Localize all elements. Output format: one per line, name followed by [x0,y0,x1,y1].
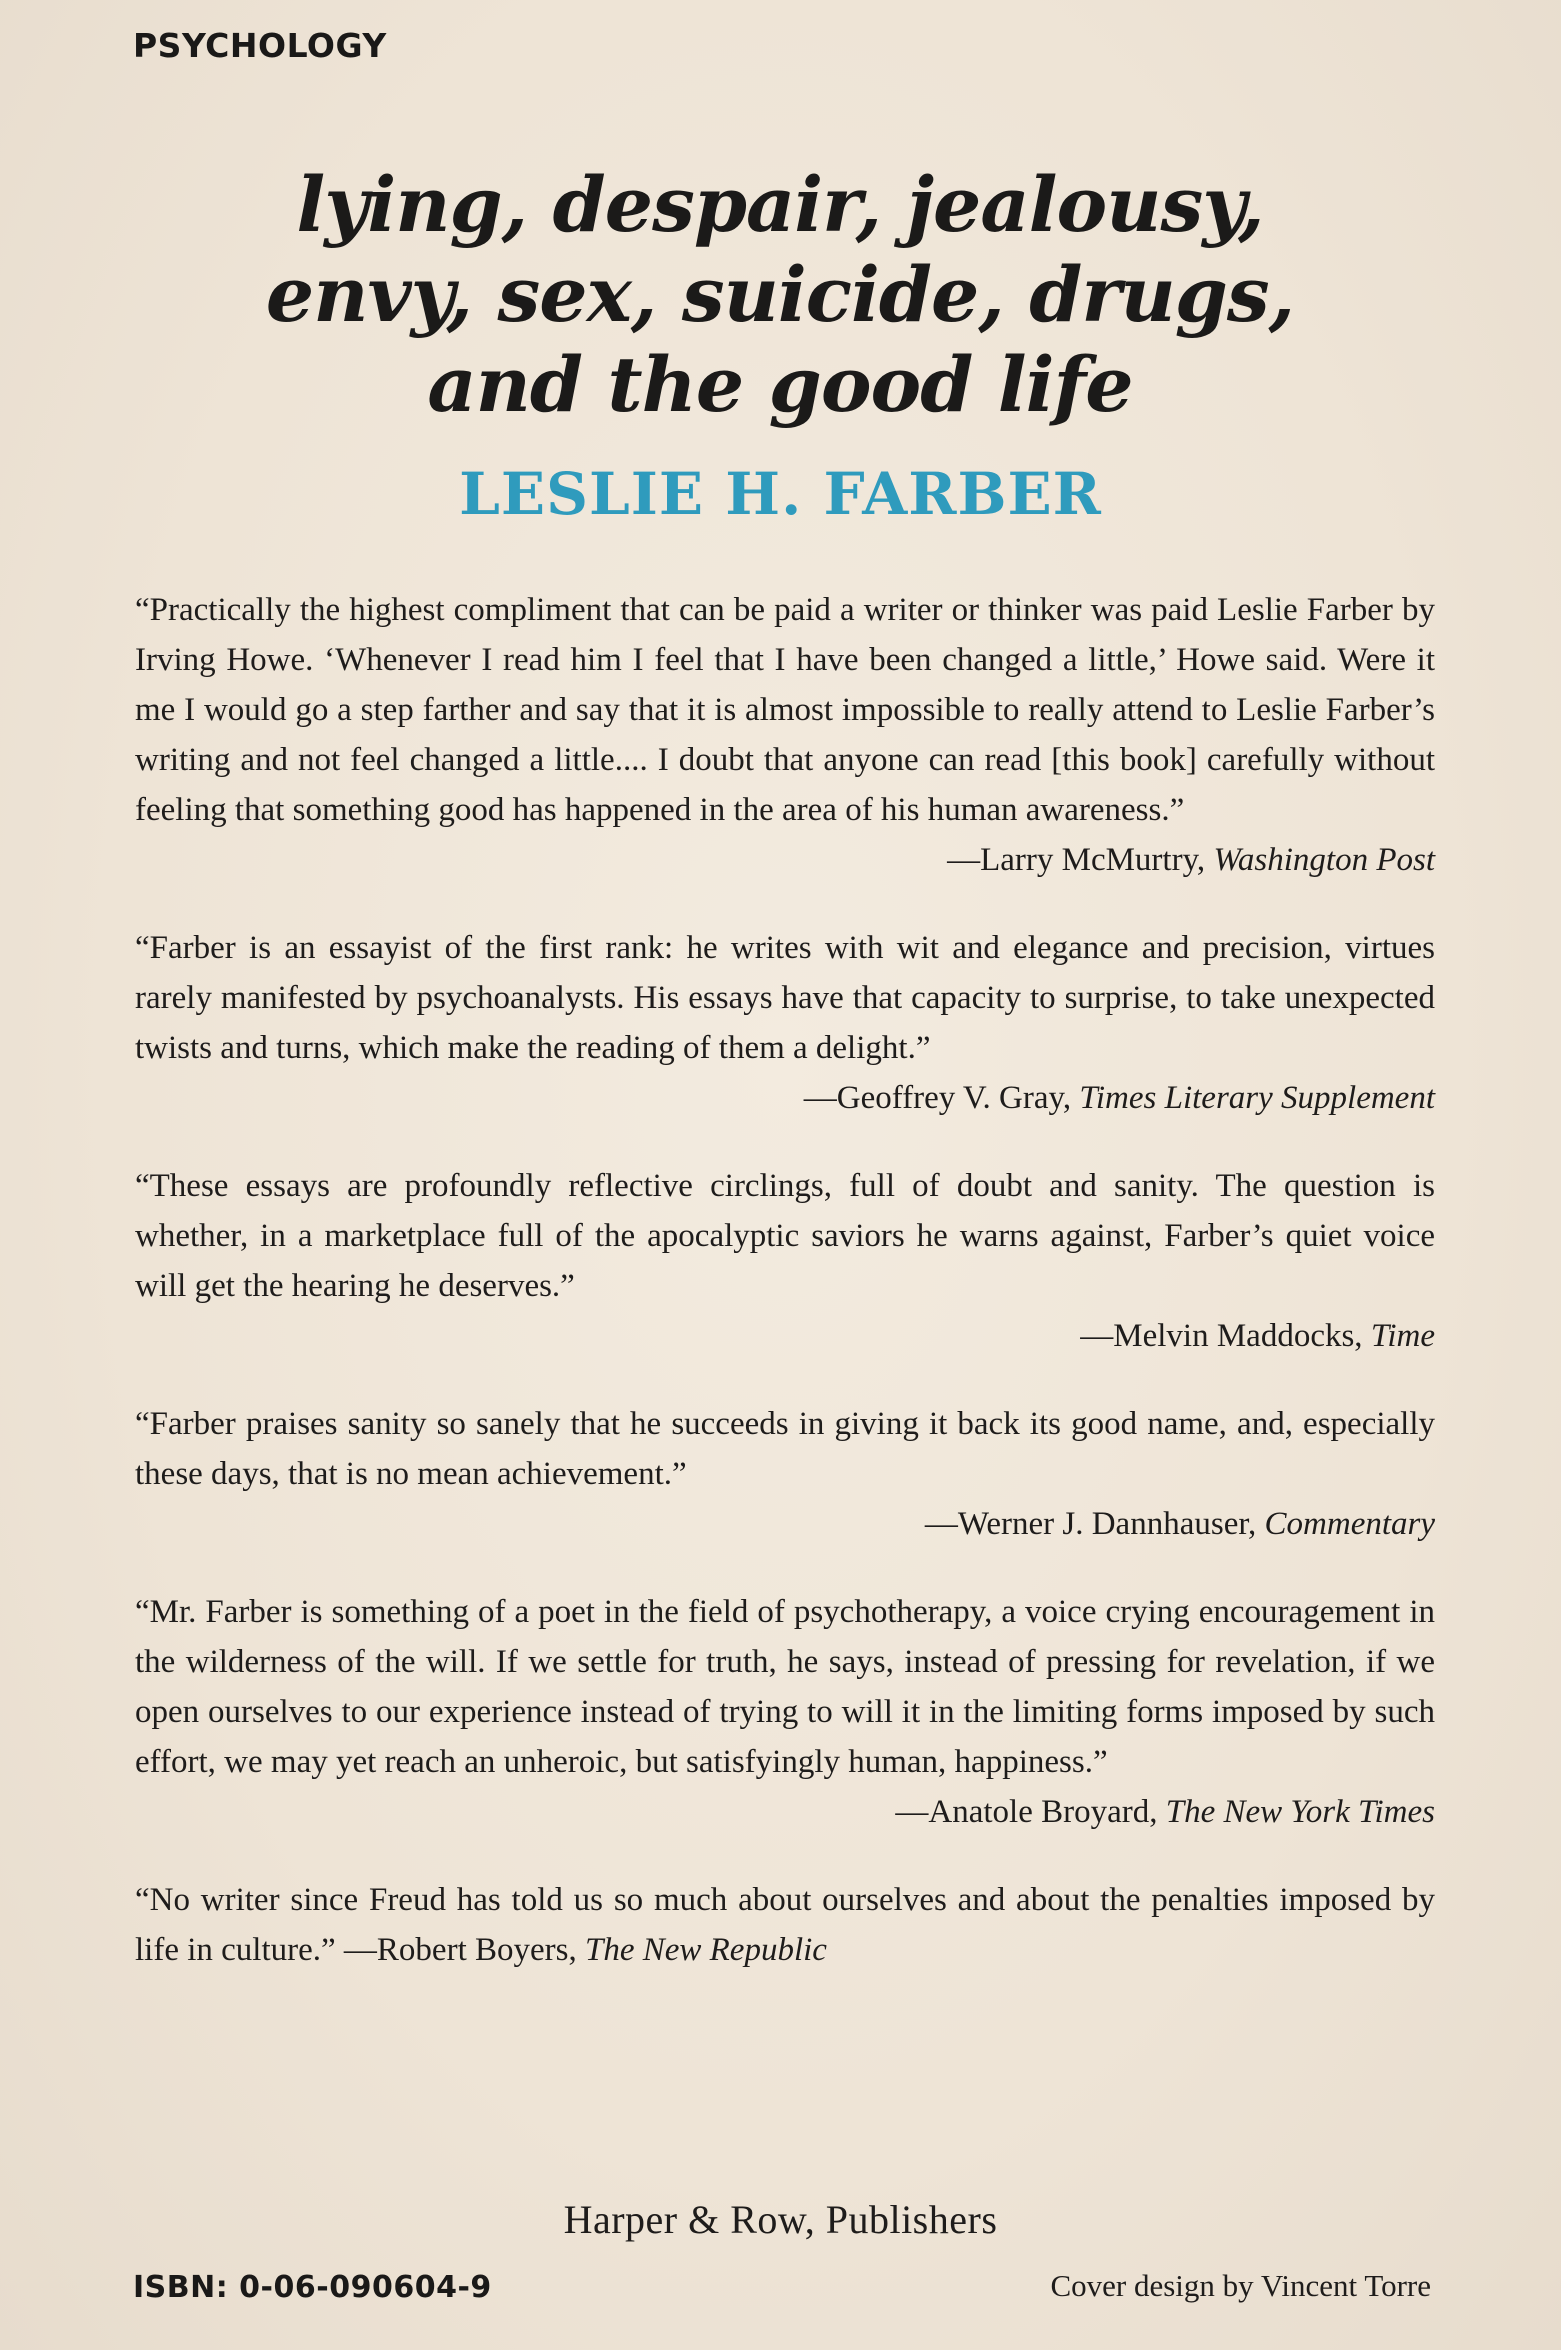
quote-attribution [135,1499,1435,1549]
category-label: PSYCHOLOGY [133,26,387,65]
cover-design-credit: Cover design by Vincent Torre [1050,2268,1431,2303]
quote-text: “These essays are profoundly reflective circlings, full of doubt and sanity. The question is whether, in a marketplace full of the apocalyptic saviors he warns against, Farber’s quiet voice will get the hearing he deserves.” [135,1168,1435,1304]
publication-name: Time [1370,1318,1435,1354]
book-title [180,160,1380,430]
quote-text: “No writer since Freud has told us so much about ourselves and about the penalties imposed by life in culture.” [135,1882,1435,1968]
review-quotes [135,585,1435,2013]
review-quote [135,1399,1435,1549]
quote-text: “Mr. Farber is something of a poet in the field of psychotherapy, a voice crying encouragement in the wilderness of the will. If we settle for truth, he says, instead of pressing for revelation, if we open ourselves to our experience instead of trying to will it in the limiting forms imposed by such effort, we may yet reach an unheroic, but satisfyingly human, happiness.” [135,1594,1435,1780]
review-quote [135,923,1435,1123]
quote-attribution [135,1787,1435,1837]
publication-name: The New Republic [584,1932,827,1968]
review-quote [135,1587,1435,1837]
publication-name: Washington Post [1213,842,1435,878]
quote-text: “Farber is an essayist of the first rank: he writes with wit and elegance and precision, virtues rarely manifested by psychoanalysts. His essays have that capacity to surprise, to take unexpected twists and turns, which make the reading of them a delight.” [135,930,1435,1066]
publisher-name: Harper & Row, Publishers [563,2197,998,2242]
reviewer-name: —Geoffrey V. Gray, [803,1080,1072,1116]
quote-attribution [135,1311,1435,1361]
reviewer-name: —Anatole Broyard, [895,1794,1158,1830]
author-name: LESLIE H. FARBER [459,460,1102,528]
quote-text: “Practically the highest compliment that can be paid a writer or thinker was paid Leslie Farber by Irving Howe. ‘Whenever I read him I feel that I have been changed a little,’ Howe said. Were it me I would go a step farther and say that it is almost impossible to really attend to Leslie Farber’s writing and not feel changed a little.... I doubt that anyone can read [this book] carefully without feeling that something good has happened in the area of his human awareness.” [135,592,1435,828]
review-quote [135,1875,1435,1975]
reviewer-name: —Robert Boyers, [343,1932,577,1968]
isbn-number: ISBN: 0-06-090604-9 [133,2270,492,2305]
publication-name: Times Literary Supplement [1079,1080,1435,1116]
publication-name: Commentary [1264,1506,1435,1542]
quote-text: “Farber praises sanity so sanely that he succeeds in giving it back its good name, and, especially these days, that is no mean achievement.” [135,1406,1435,1492]
reviewer-name: —Melvin Maddocks, [1080,1318,1363,1354]
quote-attribution [135,1073,1435,1123]
review-quote [135,1161,1435,1361]
title-line: envy, sex, suicide, drugs, [265,250,1295,339]
title-line: and the good life [427,340,1133,429]
review-quote [135,585,1435,885]
reviewer-name: —Larry McMurtry, [947,842,1206,878]
quote-attribution [344,1932,827,1968]
publication-name: The New York Times [1165,1794,1435,1830]
quote-attribution [135,835,1435,885]
reviewer-name: —Werner J. Dannhauser, [924,1506,1257,1542]
title-line: lying, despair, jealousy, [296,160,1264,249]
